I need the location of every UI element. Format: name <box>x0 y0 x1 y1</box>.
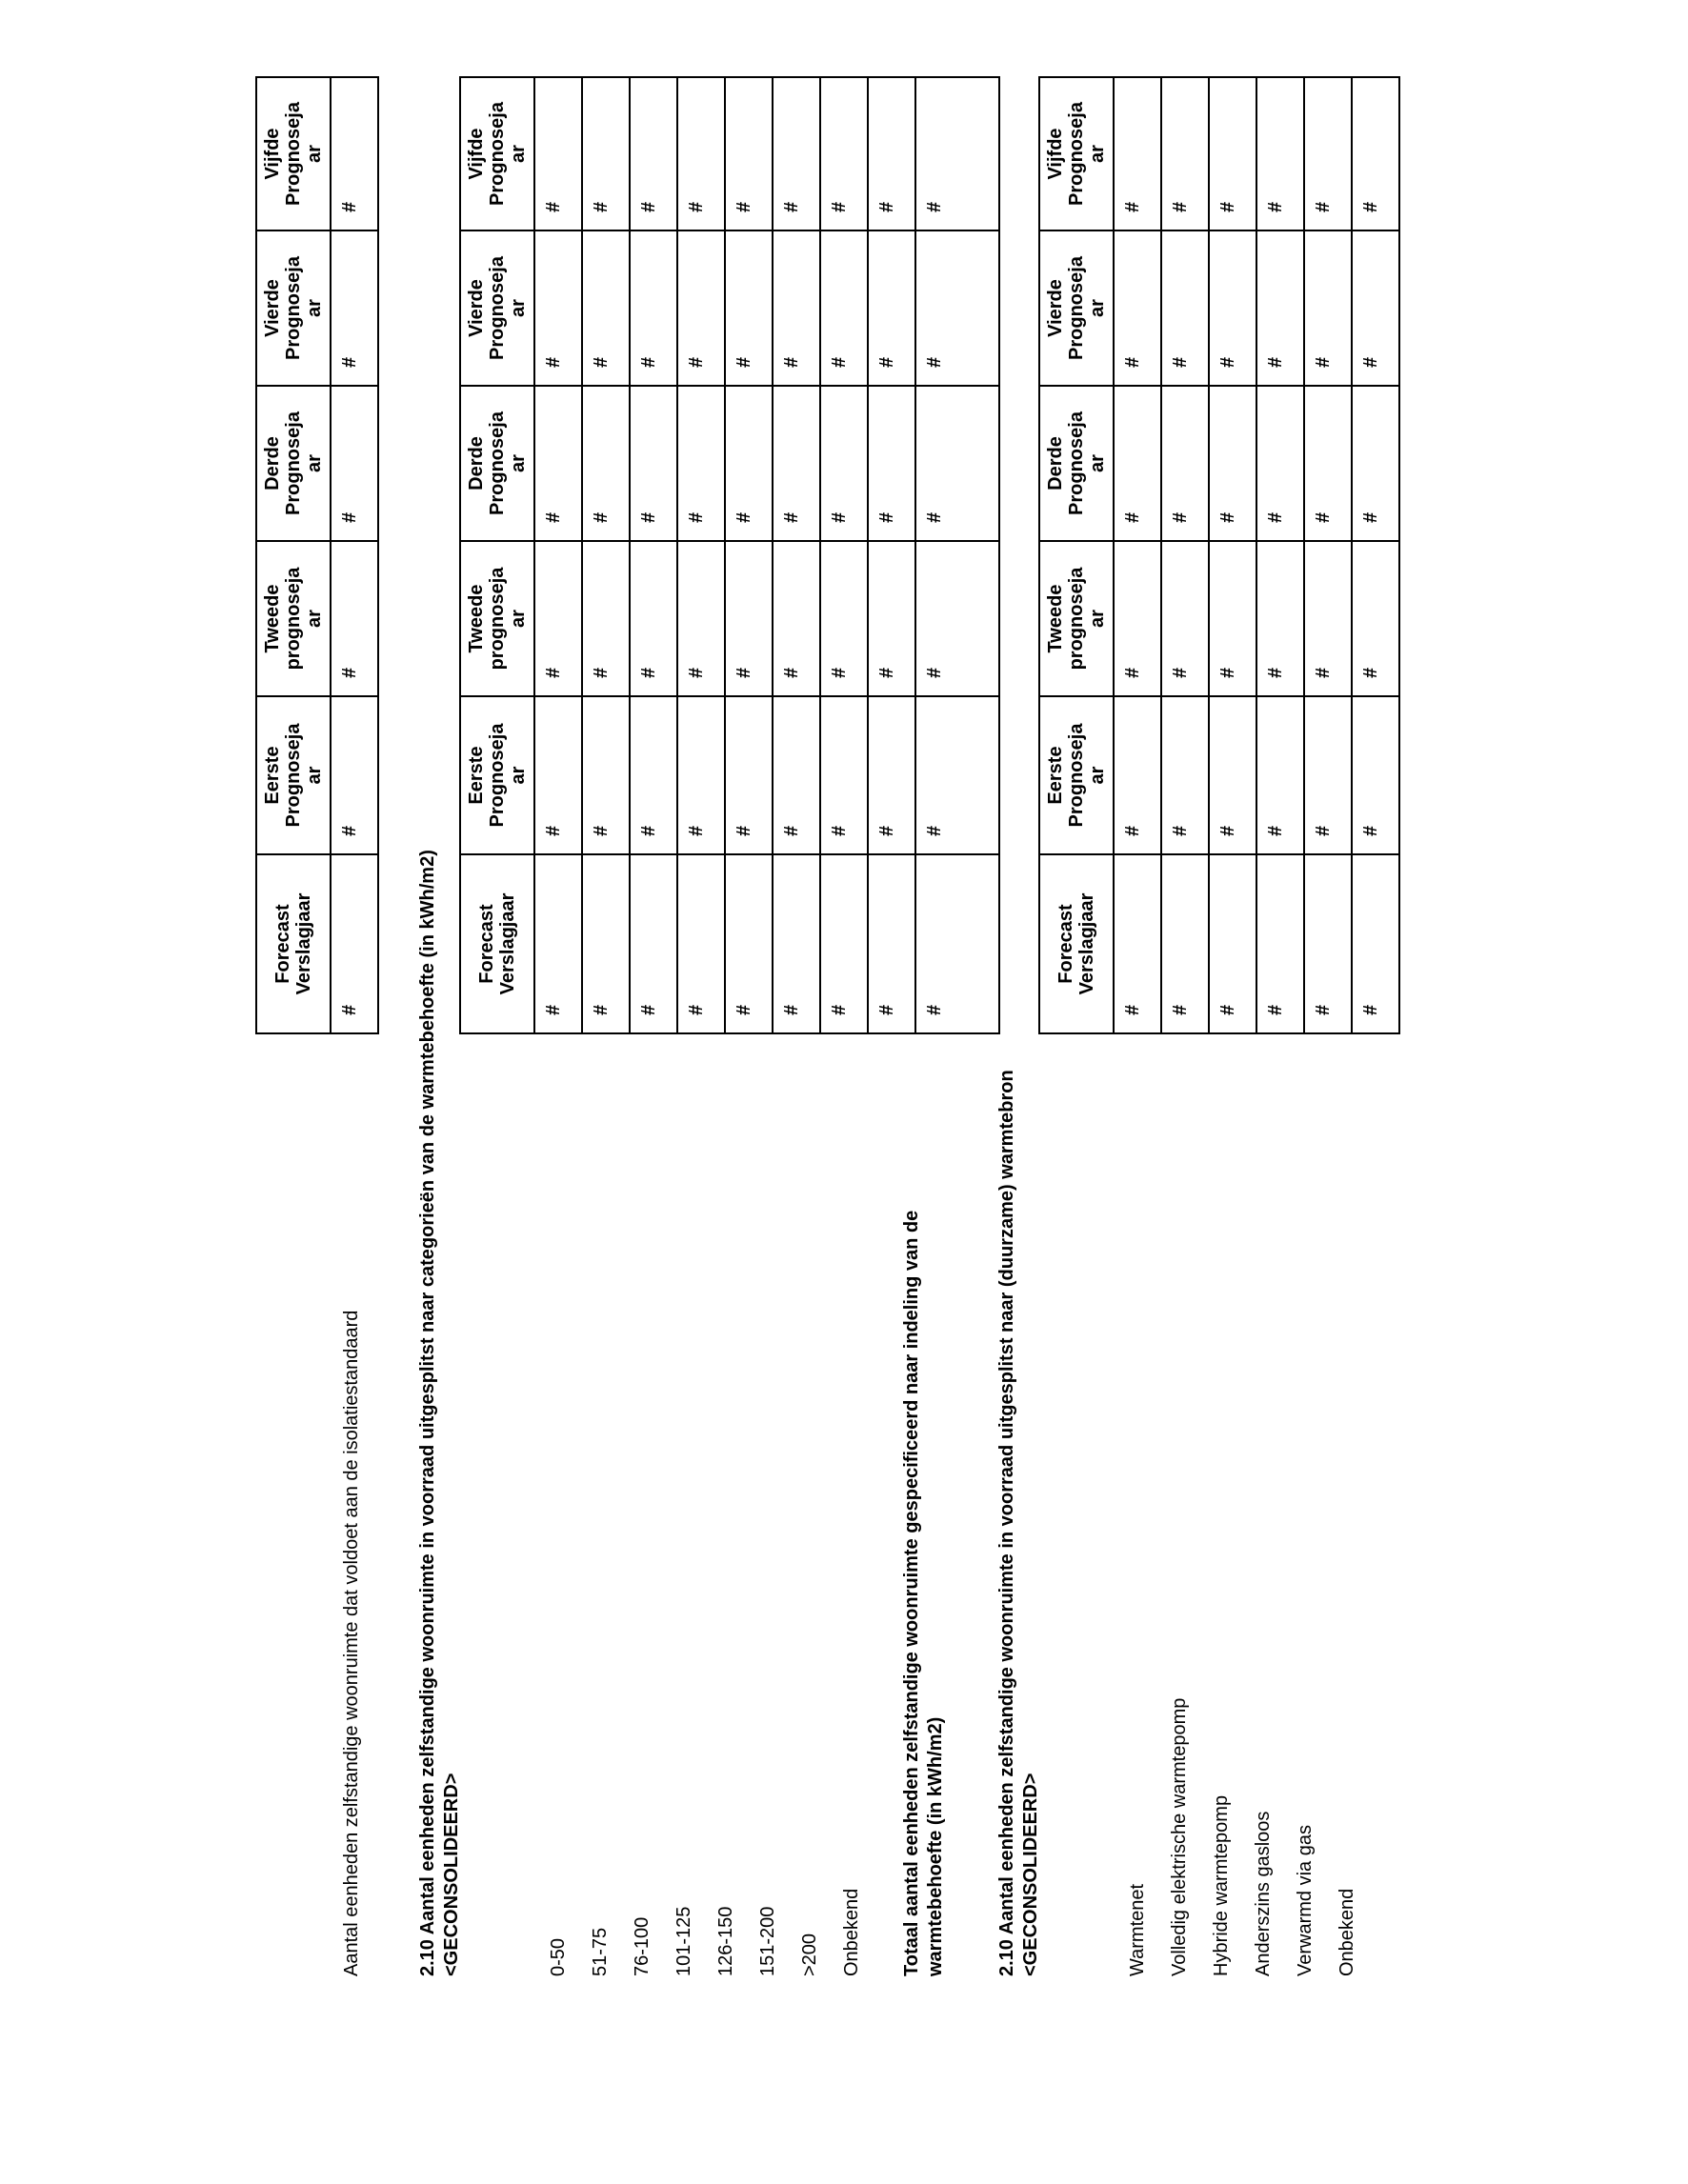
column-header: Derde Prognoseja ar <box>1039 386 1114 541</box>
table-row <box>331 77 378 1033</box>
column-header: Vierde Prognoseja ar <box>460 230 534 386</box>
total-label-line2: warmtebehoefte (in kWh/m2) <box>925 1716 946 1976</box>
value-cell: # <box>677 386 725 541</box>
section-c-heading-line2: <GECONSOLIDEERD> <box>1020 1773 1041 1976</box>
value-cell: # <box>1114 696 1161 854</box>
value-cell: # <box>534 541 582 696</box>
column-header: Vijfde Prognoseja ar <box>1039 77 1114 230</box>
value-cell: # <box>1161 696 1209 854</box>
value-cell: # <box>773 230 820 386</box>
table-row <box>868 77 915 1033</box>
row-label: 0-50 <box>548 1937 569 1976</box>
total-value-cell: # <box>915 77 999 230</box>
column-header: Forecast Verslagjaar <box>1039 854 1114 1033</box>
value-cell: # <box>331 77 378 230</box>
value-cell: # <box>677 541 725 696</box>
total-label-line1: Totaal aantal eenheden zelfstandige woonruimte gespecificeerd naar indeling van de <box>901 1210 922 1976</box>
column-header: Eerste Prognoseja ar <box>460 696 534 854</box>
row-label: 126-150 <box>715 1906 736 1976</box>
column-header: Eerste Prognoseja ar <box>1039 696 1114 854</box>
value-cell: # <box>331 854 378 1033</box>
value-cell: # <box>1114 854 1161 1033</box>
section-b-header-row <box>460 77 534 1033</box>
value-cell: # <box>773 77 820 230</box>
table-row <box>1304 77 1352 1033</box>
column-header: Tweede prognoseja ar <box>1039 541 1114 696</box>
row-label: Onbekend <box>841 1888 862 1976</box>
value-cell: # <box>582 230 630 386</box>
value-cell: # <box>773 541 820 696</box>
value-cell: # <box>820 541 868 696</box>
value-cell: # <box>534 696 582 854</box>
value-cell: # <box>725 696 773 854</box>
row-label: Volledig elektrische warmtepomp <box>1169 1697 1190 1976</box>
table-row <box>1114 77 1161 1033</box>
section-c-heading-line1: 2.10 Aantal eenheden zelfstandige woonruimte in voorraad uitgesplitst naar (duurzame) warmtebron <box>996 1070 1017 1976</box>
table-row <box>773 77 820 1033</box>
value-cell: # <box>534 77 582 230</box>
table-row <box>1256 77 1304 1033</box>
value-cell: # <box>1256 541 1304 696</box>
value-cell: # <box>1304 854 1352 1033</box>
table-row <box>1209 77 1256 1033</box>
column-header: Vierde Prognoseja ar <box>1039 230 1114 386</box>
table-row <box>630 77 677 1033</box>
total-value-cell: # <box>915 386 999 541</box>
row-label: 51-75 <box>590 1927 611 1976</box>
table-row <box>1161 77 1209 1033</box>
value-cell: # <box>630 230 677 386</box>
section-b-table <box>459 76 1000 1034</box>
value-cell: # <box>1209 696 1256 854</box>
table-row <box>1352 77 1399 1033</box>
table-row <box>582 77 630 1033</box>
value-cell: # <box>1256 854 1304 1033</box>
row-label: Hybride warmtepomp <box>1211 1794 1232 1976</box>
column-header: Vierde Prognoseja ar <box>256 230 331 386</box>
total-label <box>900 1211 948 1976</box>
value-cell: # <box>331 230 378 386</box>
value-cell: # <box>868 854 915 1033</box>
value-cell: # <box>1161 230 1209 386</box>
value-cell: # <box>534 386 582 541</box>
value-cell: # <box>630 77 677 230</box>
value-cell: # <box>820 854 868 1033</box>
value-cell: # <box>1161 541 1209 696</box>
value-cell: # <box>773 386 820 541</box>
value-cell: # <box>1114 386 1161 541</box>
column-header: Vijfde Prognoseja ar <box>256 77 331 230</box>
row-label: Onbekend <box>1336 1888 1357 1976</box>
section-b-heading-line2: <GECONSOLIDEERD> <box>441 1773 462 1976</box>
value-cell: # <box>1256 386 1304 541</box>
total-value-cell: # <box>915 230 999 386</box>
value-cell: # <box>725 77 773 230</box>
value-cell: # <box>1161 854 1209 1033</box>
value-cell: # <box>1304 386 1352 541</box>
value-cell: # <box>1352 386 1399 541</box>
row-label: >200 <box>799 1933 820 1976</box>
value-cell: # <box>1114 77 1161 230</box>
value-cell: # <box>1352 854 1399 1033</box>
value-cell: # <box>725 386 773 541</box>
value-cell: # <box>1256 230 1304 386</box>
value-cell: # <box>582 696 630 854</box>
value-cell: # <box>677 230 725 386</box>
value-cell: # <box>725 541 773 696</box>
value-cell: # <box>773 854 820 1033</box>
value-cell: # <box>868 77 915 230</box>
value-cell: # <box>630 854 677 1033</box>
value-cell: # <box>1114 541 1161 696</box>
value-cell: # <box>1209 541 1256 696</box>
value-cell: # <box>1352 230 1399 386</box>
table-row <box>534 77 582 1033</box>
column-header: Eerste Prognoseja ar <box>256 696 331 854</box>
column-header: Forecast Verslagjaar <box>460 854 534 1033</box>
value-cell: # <box>630 541 677 696</box>
value-cell: # <box>331 386 378 541</box>
value-cell: # <box>1209 230 1256 386</box>
value-cell: # <box>534 854 582 1033</box>
column-header: Vijfde Prognoseja ar <box>460 77 534 230</box>
value-cell: # <box>868 386 915 541</box>
section-a-header-row <box>256 77 331 1033</box>
column-header: Tweede prognoseja ar <box>256 541 331 696</box>
row-label: 101-125 <box>673 1906 694 1976</box>
value-cell: # <box>677 854 725 1033</box>
section-a-label: Aantal eenheden zelfstandige woonruimte dat voldoet aan de isolatiestandaard <box>341 1310 362 1976</box>
value-cell: # <box>1256 696 1304 854</box>
total-value-cell: # <box>915 696 999 854</box>
value-cell: # <box>582 77 630 230</box>
value-cell: # <box>1161 386 1209 541</box>
value-cell: # <box>582 854 630 1033</box>
value-cell: # <box>725 230 773 386</box>
section-c-heading <box>995 1024 1043 1976</box>
value-cell: # <box>534 230 582 386</box>
section-b-heading <box>416 850 464 1976</box>
value-cell: # <box>1352 77 1399 230</box>
value-cell: # <box>1209 386 1256 541</box>
section-c-table <box>1038 76 1400 1034</box>
value-cell: # <box>331 696 378 854</box>
section-c-header-row <box>1039 77 1114 1033</box>
value-cell: # <box>725 854 773 1033</box>
value-cell: # <box>868 230 915 386</box>
value-cell: # <box>1304 541 1352 696</box>
row-label: 151-200 <box>757 1906 778 1976</box>
row-label: 76-100 <box>632 1916 653 1976</box>
value-cell: # <box>1256 77 1304 230</box>
value-cell: # <box>1304 696 1352 854</box>
value-cell: # <box>582 386 630 541</box>
value-cell: # <box>820 230 868 386</box>
value-cell: # <box>677 696 725 854</box>
row-label: Anderszins gasloos <box>1253 1811 1274 1976</box>
row-label: Warmtenet <box>1127 1883 1148 1976</box>
row-label: Verwarmd via gas <box>1295 1825 1316 1976</box>
column-header: Derde Prognoseja ar <box>256 386 331 541</box>
total-value-cell: # <box>915 854 999 1033</box>
value-cell: # <box>331 541 378 696</box>
value-cell: # <box>868 696 915 854</box>
value-cell: # <box>820 696 868 854</box>
value-cell: # <box>677 77 725 230</box>
value-cell: # <box>1352 541 1399 696</box>
value-cell: # <box>1209 854 1256 1033</box>
value-cell: # <box>1304 77 1352 230</box>
value-cell: # <box>868 541 915 696</box>
value-cell: # <box>630 386 677 541</box>
value-cell: # <box>630 696 677 854</box>
value-cell: # <box>1209 77 1256 230</box>
section-a-table <box>255 76 379 1034</box>
column-header: Derde Prognoseja ar <box>460 386 534 541</box>
value-cell: # <box>582 541 630 696</box>
total-row <box>915 77 999 1033</box>
value-cell: # <box>1114 230 1161 386</box>
total-value-cell: # <box>915 541 999 696</box>
value-cell: # <box>1161 77 1209 230</box>
section-b-heading-line1: 2.10 Aantal eenheden zelfstandige woonruimte in voorraad uitgesplitst naar categorieën van de warmtebehoefte (in kWh/m2) <box>417 850 438 1976</box>
table-row <box>820 77 868 1033</box>
value-cell: # <box>820 386 868 541</box>
value-cell: # <box>1352 696 1399 854</box>
value-cell: # <box>1304 230 1352 386</box>
column-header: Tweede prognoseja ar <box>460 541 534 696</box>
table-row <box>677 77 725 1033</box>
column-header: Forecast Verslagjaar <box>256 854 331 1033</box>
table-row <box>725 77 773 1033</box>
value-cell: # <box>820 77 868 230</box>
value-cell: # <box>773 696 820 854</box>
